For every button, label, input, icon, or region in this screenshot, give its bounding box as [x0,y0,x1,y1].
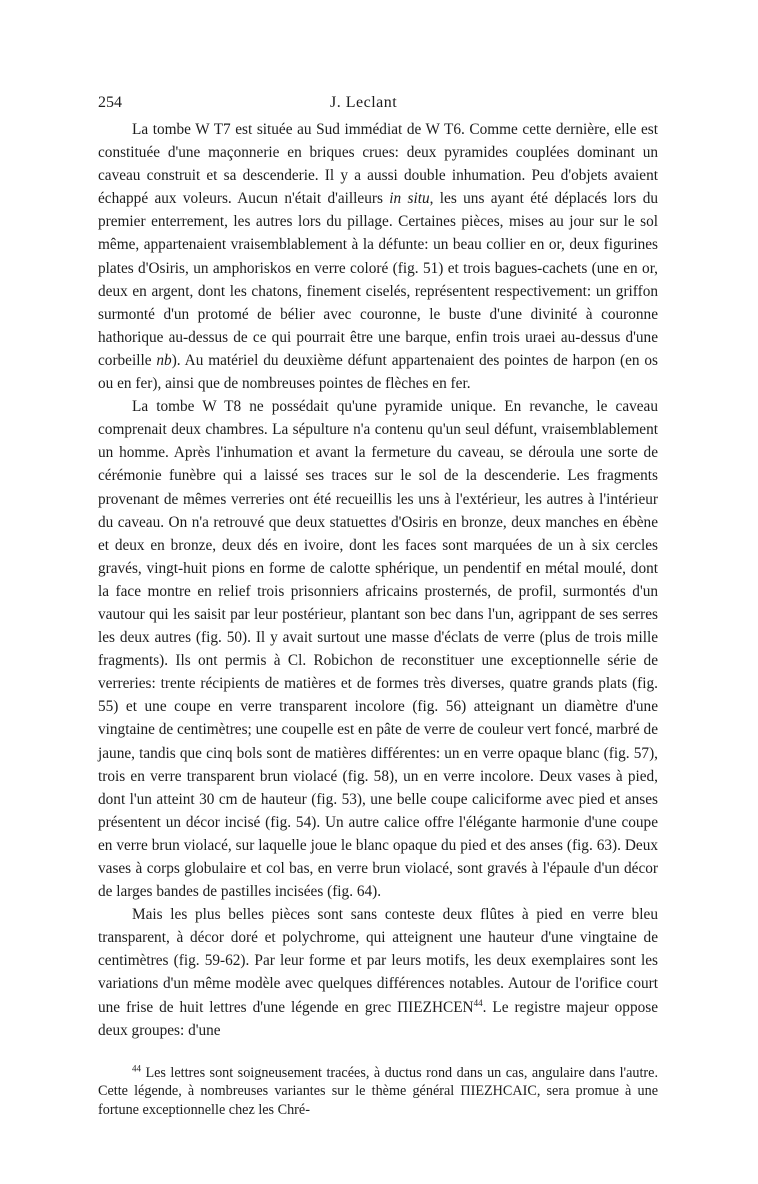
running-title: J. Leclant [330,94,398,111]
body-text [98,118,658,1042]
paragraph-text: , les uns ayant été déplacés lors du premier enterrement, les autres lors du pillage. Certaines pièces, mises au jour sur le sol même, appartenaient vraisemblablement à la défunte: un beau collier en or, deux figurines plates d'Osiris, un amphoriskos en verre coloré (fig. 51) et trois bagues-cachets (une en or, deux en argent, dont les chatons, finement ciselés, représentent respectivement: un griffon surmonté d'un protomé de bélier avec couronne, le buste d'une divinité à couronne hathorique au-dessus de ce qui pourrait être une barque, enfin trois uraei au-dessus d'une corbeille [98,190,659,369]
running-head [98,94,658,118]
footnote-reference[interactable]: 44 [473,997,483,1008]
footnote [98,1064,658,1120]
footnote-number: 44 [132,1063,141,1074]
paragraph-text: La tombe W T7 est située au Sud immédiat de W T6. Comme cette dernière, elle est constituée d'une maçonnerie en briques crues: deux pyramides couplées dominant un caveau construit et sa descenderie. Il y a aussi double inhumation. Peu d'objets avaient échappé aux voleurs. Aucun n'était d'ailleurs [98,121,658,208]
paragraph-tomb-wt8: La tombe W T8 ne possédait qu'une pyramide unique. En revanche, le caveau comprenait deux chambres. La sépulture n'a contenu qu'un seul défunt, vraisemblablement un homme. Après l'inhumation et avant la fermeture du caveau, se déroula une sorte de cérémonie funèbre qui a laissé ses traces sur le sol de la descenderie. Les fragments provenant de mêmes verreries ont été recueillis les uns à l'extérieur, les autres à l'intérieur du caveau. On n'a retrouvé que deux statuettes d'Osiris en bronze, deux manches en ébène et deux en bronze, deux dés en ivoire, dont les faces sont marquées de un à six cercles gravés, vingt-huit pions en forme de calotte sphérique, un pendentif en métal moulé, dont la face montre en relief trois prisonniers africains prosternés, de profil, surmontés d'un vautour qui les saisit par leur postérieur, plantant son bec dans l'un, agrippant de ses serres les deux autres (fig. 50). Il y avait surtout une masse d'éclats de verre (plus de trois mille fragments). Ils ont permis à Cl. Robichon de reconstituer une exceptionnelle série de verreries: trente récipients de matières et de formes très diverses, quatre grands plats (fig. 55) et une coupe en verre transparent incolore (fig. 56) atteignant un diamètre d'une vingtaine de centimètres; une coupelle est en pâte de verre de couleur vert foncé, marbré de jaune, tandis que cinq bols sont de matières différentes: un en verre opaque blanc (fig. 57), trois en verre transparent brun violacé (fig. 58), un en verre incolore. Deux vases à pied, dont l'un atteint 30 cm de hauteur (fig. 53), une belle coupe caliciforme avec pied et anses présentent un décor incisé (fig. 54). Un autre calice offre l'élégante harmonie d'une coupe en verre brun violacé, sur laquelle joue le blanc opaque du pied et des anses (fig. 63). Deux vases à corps globulaire et col bas, en verre brun violacé, sont gravés à l'épaule d'un décor de larges bandes de pastilles incisées (fig. 64). [98,398,658,901]
paragraph-glass-flutes [98,903,658,1042]
italic-term: nb [156,351,172,369]
footnote-text: Les lettres sont soigneusement tracées, à ductus rond dans un cas, angulaire dans l'autre. Cette légende, à nombreuses variantes sur le thème général ΠΙΕΖΗCΑΙC, sera promue à une fortune exceptionnelle chez les Chré- [98,1064,658,1118]
paragraph-text: . Le registre majeur oppose deux groupes: d'une [98,998,658,1039]
paragraph-text: Mais les plus belles pièces sont sans conteste deux flûtes à pied en verre bleu transparent, à décor doré et polychrome, qui atteignent une hauteur d'une vingtaine de centimètres (fig. 59-62). Par leur forme et par leurs motifs, les deux exemplaires sont les variations d'un même modèle avec quelques différences notables. Autour de l'orifice court une frise de huit lettres d'une légende en grec ΠΙΕΖΗCΕΝ [98,906,658,1016]
document-page [98,94,658,1119]
paragraph-tomb-wt7 [98,118,658,395]
paragraph-text: ). Au matériel du deuxième défunt appartenaient des pointes de harpon (en os ou en fer), ainsi que de nombreuses pointes de flèches en fer. [98,351,658,393]
italic-term: in situ [389,190,430,208]
page-number: 254 [98,94,122,111]
